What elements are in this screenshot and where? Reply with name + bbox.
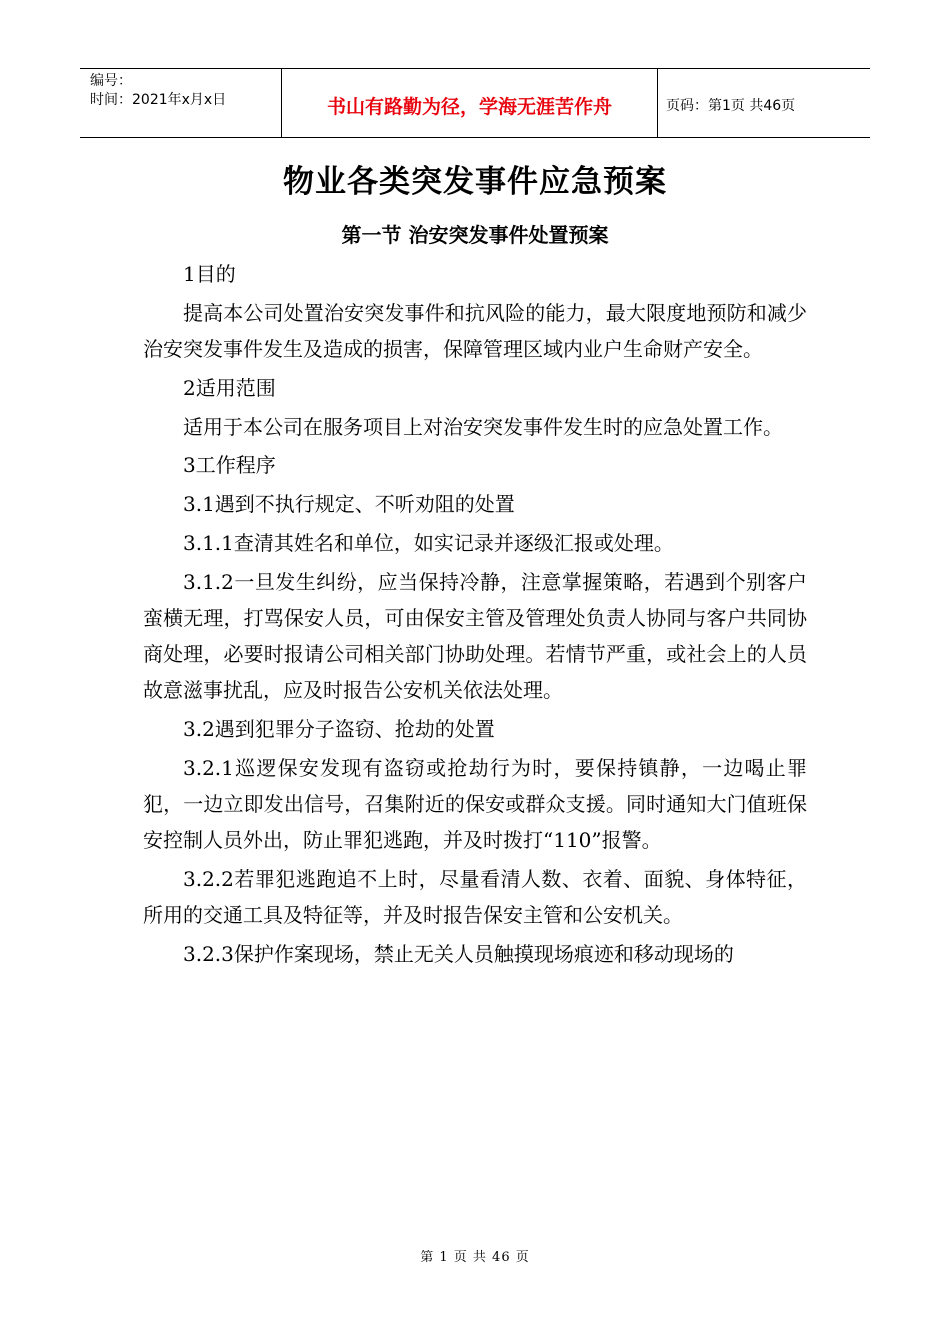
document-body [143, 256, 807, 975]
section-title: 第一节 治安突发事件处置预案 [341, 223, 609, 247]
document-date-label: 时间：2021年x月x日 [90, 92, 227, 108]
paragraph: 2适用范围 [183, 375, 276, 400]
document-title: 物业各类突发事件应急预案 [283, 164, 667, 200]
paragraph: 3工作程序 [183, 453, 276, 478]
header-motto: 书山有路勤为径，学海无涯苦作舟 [282, 69, 658, 137]
header-page-info: 页码：第1页 共46页 [666, 98, 796, 114]
header-meta-cell [80, 69, 282, 137]
paragraph: 3.2遇到犯罪分子盗窃、抢劫的处置 [183, 717, 495, 742]
paragraph: 提高本公司处置治安突发事件和抗风险的能力，最大限度地预防和减少治安突发事件发生及造成的损害，保障管理区域内业户生命财产安全。 [143, 300, 807, 361]
paragraph: 3.1.2一旦发生纠纷，应当保持冷静，注意掌握策略，若遇到个别客户蛮横无理，打骂保安人员，可由保安主管及管理处负责人协同与客户共同协商处理，必要时报请公司相关部门协助处理。若情节严重，或社会上的人员故意滋事扰乱，应及时报告公安机关依法处理。 [143, 569, 807, 703]
document-header [80, 68, 870, 138]
paragraph: 3.2.2若罪犯逃跑追不上时，尽量看清人数、衣着、面貌、身体特征，所用的交通工具及特征等，并及时报告保安主管和公安机关。 [143, 867, 807, 928]
paragraph: 1目的 [183, 262, 236, 286]
paragraph: 3.2.3保护作案现场，禁止无关人员触摸现场痕迹和移动现场的 [183, 942, 734, 967]
paragraph: 3.1.1查清其姓名和单位，如实记录并逐级汇报或处理。 [183, 530, 674, 555]
paragraph: 3.1遇到不执行规定、不听劝阻的处置 [183, 492, 515, 517]
page-footer: 第 1 页 共 46 页 [420, 1250, 530, 1265]
paragraph: 3.2.1巡逻保安发现有盗窃或抢劫行为时，要保持镇静，一边喝止罪犯，一边立即发出信号，召集附近的保安或群众支援。同时通知大门值班保安控制人员外出，防止罪犯逃跑，并及时拨打“110”报警。 [143, 755, 807, 853]
paragraph: 适用于本公司在服务项目上对治安突发事件发生时的应急处置工作。 [183, 414, 783, 439]
document-number-label: 编号： [90, 73, 132, 89]
